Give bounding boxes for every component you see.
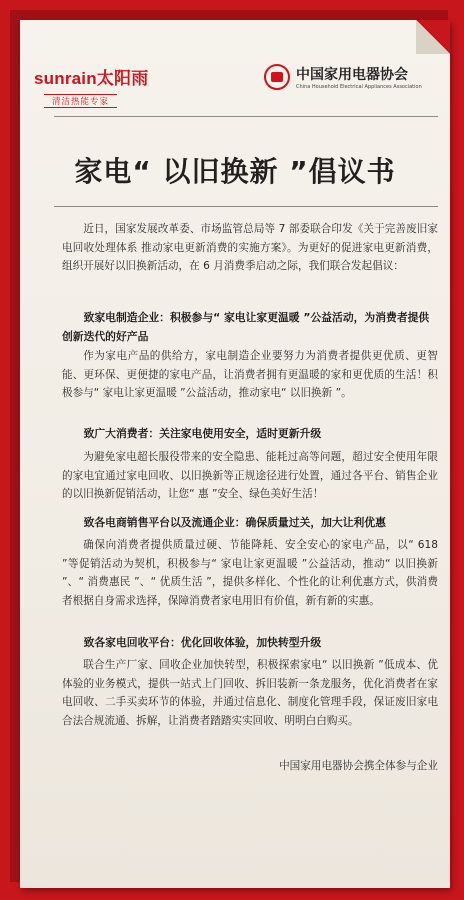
cheaa-name-en: China Household Electrical Appliances Association xyxy=(296,84,422,90)
section-heading-manufacturers: 致家电制造企业：积极参与“ 家电让家更温暖 ”公益活动，为消费者提供创新迭代的好产品 xyxy=(62,311,430,343)
association-seal-icon xyxy=(264,64,290,90)
section-heading-platforms: 致各电商销售平台以及流通企业：确保质量过关，加大让利优惠 xyxy=(83,516,386,529)
cheaa-name-cn: 中国家用电器协会 xyxy=(296,67,408,83)
top-divider xyxy=(54,116,438,117)
page-title: 家电“ 以旧换新 ”倡议书 xyxy=(74,155,396,188)
section-heading-recyclers: 致各家电回收平台：优化回收体验，加快转型升级 xyxy=(83,636,322,649)
section-body-recyclers: 联合生产厂家、回收企业加快转型，积极探索家电“ 以旧换新 ”低成本、优体验的业务模式，提供一站式上门回收、拆旧装新一条龙服务，优化消费者在家电回收、二手买卖环节的体验，并通过信息化、制度化管理手段，保证废旧家电合法合规流通、拆解，让消费者踏踏实实回收、明明白白购买。 xyxy=(62,659,438,727)
sunrain-brand: sunrain太阳雨 xyxy=(34,69,149,88)
sunrain-slogan: 清洁热能专家 xyxy=(44,94,117,108)
intro-paragraph: 近日，国家发展改革委、市场监管总局等 7 部委联合印发《关于完善废旧家电回收处理体系 推动家电更新消费的实施方案》。为更好的促进家电更新消费，组织开展好以旧换新活动，在 6 月消费季启动之际，我们联合发起倡议： xyxy=(62,223,438,273)
poster-paper xyxy=(20,20,450,888)
section-body-platforms: 确保向消费者提供质量过硬、节能降耗、安全安心的家电产品，以“ 618 ”等促销活动为契机，积极参与“ 家电让家更温暖 ”公益活动，推动“ 以旧换新 ”、“ 消费惠民 ”、“ 优质生活 ”，提供多样化、个性化的让利优惠方式，供消费者根据自身需求选择，保障消费者家电用旧有价值，新有新的实惠。 xyxy=(62,539,438,607)
page-curl xyxy=(416,20,450,54)
signature: 中国家用电器协会携全体参与企业 xyxy=(279,760,438,772)
sunrain-logo xyxy=(34,64,174,108)
section-body-manufacturers: 作为家电产品的供给方，家电制造企业要努力为消费者提供更优质、更智能、更环保、更便捷的家电产品，让消费者拥有更温暖的家和更优质的生活！积极参与“ 家电让家更温暖 ”公益活动，推动家电“ 以旧换新 ”。 xyxy=(62,350,438,400)
section-body-consumers: 为避免家电超长服役带来的安全隐患、能耗过高等问题，超过安全使用年限的家电宜通过家电回收、以旧换新等正规途径进行处置，通过各平台、销售企业的以旧换新促销活动，让您“ 惠 ”安全、绿色美好生活！ xyxy=(62,451,438,501)
title-divider xyxy=(54,206,438,207)
section-heading-consumers: 致广大消费者：关注家电使用安全，适时更新升级 xyxy=(83,427,322,440)
cheaa-logo xyxy=(264,64,440,100)
